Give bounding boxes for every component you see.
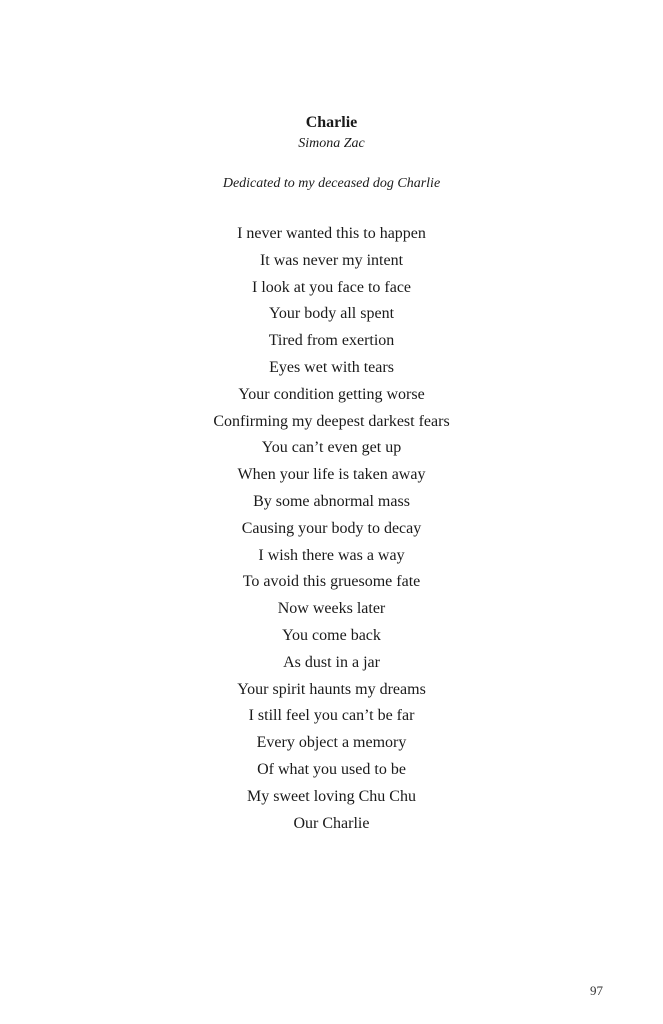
- poem-line: Your body all spent: [268, 305, 395, 323]
- poem-line: Now weeks later: [277, 600, 386, 618]
- poem-line: I wish there was a way: [258, 546, 405, 564]
- poem-line: By some abnormal mass: [253, 492, 410, 510]
- poem-line: I still feel you can’t be far: [248, 707, 415, 725]
- poem-title: Charlie: [305, 114, 358, 131]
- poem-dedication: Dedicated to my deceased dog Charlie: [222, 176, 441, 191]
- poem-line: Tired from exertion: [268, 332, 395, 350]
- poem-line: You come back: [282, 626, 381, 644]
- poem-line: Confirming my deepest darkest fears: [213, 412, 450, 430]
- poem-line: Your spirit haunts my dreams: [237, 680, 426, 698]
- poem-line: Our Charlie: [293, 814, 370, 832]
- poem-line: To avoid this gruesome fate: [242, 573, 421, 591]
- poem-line: You can’t even get up: [261, 439, 402, 457]
- poem-line: Your condition getting worse: [238, 385, 425, 403]
- poem-body: [0, 221, 663, 837]
- poem-line: I look at you face to face: [251, 278, 412, 296]
- poem-line: When your life is taken away: [237, 466, 426, 484]
- poem-line: It was never my intent: [259, 251, 404, 269]
- poem-line: Eyes wet with tears: [269, 358, 394, 376]
- poem-line: Of what you used to be: [257, 760, 406, 778]
- page-number: 97: [590, 983, 603, 998]
- poem-line: Causing your body to decay: [241, 519, 422, 537]
- poem-author: Simona Zac: [298, 136, 365, 151]
- poem-line: Every object a memory: [256, 734, 407, 752]
- poem-line: I never wanted this to happen: [237, 225, 426, 242]
- poem-line: As dust in a jar: [283, 653, 380, 671]
- poem-line: My sweet loving Chu Chu: [247, 787, 416, 805]
